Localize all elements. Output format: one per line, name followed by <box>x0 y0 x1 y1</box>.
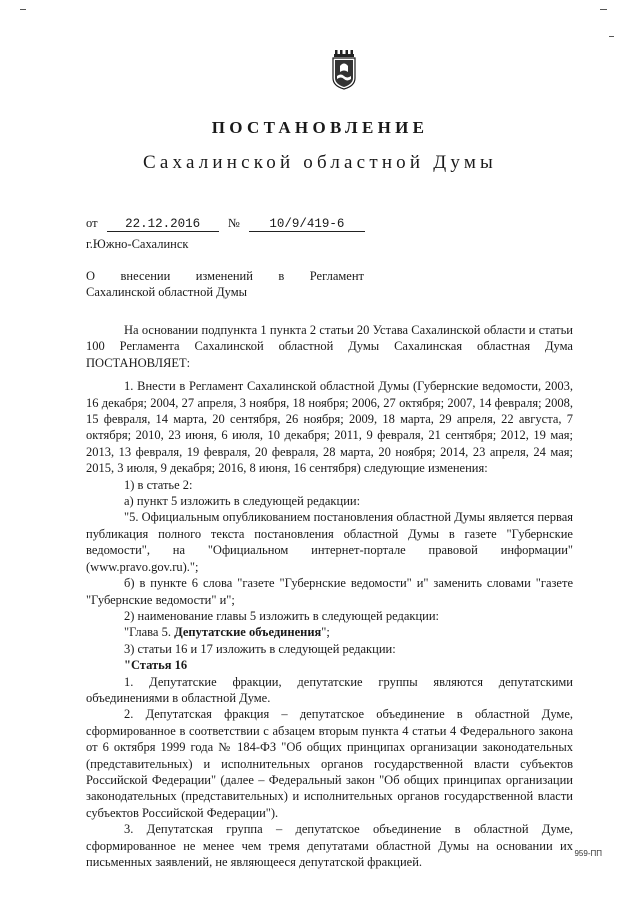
preamble-paragraph: На основании подпункта 1 пункта 2 статьи 20 Устава Сахалинской области и статьи 100 Регламента Сахалинской областной Думы Сахалинская областная Дума ПОСТАНОВЛЯЕТ: <box>86 323 573 370</box>
footer-code: 959-ПП <box>574 849 602 858</box>
article-16-heading-text: "Статья 16 <box>124 658 188 673</box>
amendment-item-articles-16-17: 3) статьи 16 и 17 изложить в следующей редакции: <box>124 641 396 656</box>
document-body <box>86 322 573 870</box>
amendment-quote-point-5: "5. Официальным опубликованием постановления областной Думы является первая публикация полного текста постановления областной Думы в газете "Губернские ведомости", на "Официальном интернет-портале правовой информации" (www.pravo.gov.ru)."; <box>86 510 573 574</box>
date-number-row <box>86 216 365 232</box>
amendment-item-chapter-5: 2) наименование главы 5 изложить в следующей редакции: <box>124 608 439 623</box>
article-16-heading <box>86 657 573 673</box>
article-16-point-2: 2. Депутатская фракция – депутатское объединение в областной Думе, сформированное в соответствии с абзацем вторым пункта 4 статьи 4 Федерального закона от 6 октября 1999 года № 184-ФЗ "Об общих принципах организации законодательных (представительных) и исполнительных органов государственной власти субъектов Российской Федерации" (далее – Федеральный закон "Об общих принципах организации законодательных (представительных) и исполнительных органов государственной власти субъектов Российской Федерации"). <box>86 707 573 820</box>
article-16-point-3: 3. Депутатская группа – депутатское объединение в областной Думе, сформированное не менее чем тремя депутатами областной Думы на основании их письменных заявлений, не являющееся депутатской фракцией. <box>86 822 573 869</box>
article-16-point-1: 1. Депутатские фракции, депутатские группы являются депутатскими объединениями в областной Думе. <box>86 674 573 705</box>
document-number: 10/9/419-6 <box>249 217 365 232</box>
amendment-subitem-b: б) в пункте 6 слова "газете "Губернские ведомости" и" заменить словами "газете "Губернские ведомости" и"; <box>86 576 573 607</box>
scan-mark-top-left <box>20 9 26 10</box>
date-prefix: от <box>86 216 98 230</box>
subject-line-1: О внесении изменений в Регламент <box>86 269 364 283</box>
document-title: ПОСТАНОВЛЕНИЕ <box>211 118 429 137</box>
number-prefix: № <box>227 216 240 230</box>
document-issuer: Сахалинской областной Думы <box>142 152 498 173</box>
city-name: г.Южно-Сахалинск <box>86 237 189 251</box>
amendment-paragraph-1: 1. Внести в Регламент Сахалинской областной Думы (Губернские ведомости, 2003, 16 декабря; 2004, 27 апреля, 3 ноября, 18 ноября; 2006, 27 октября; 2007, 14 февраля; 2008, 15 февраля, 14 марта, 20 сентября, 26 ноября; 2009, 18 марта, 29 апреля, 22 августа, 7 октября; 2010, 23 июня, 6 июля, 10 декабря; 2011, 9 февраля, 21 сентября; 2012, 19 мая; 2013, 13 февраля, 19 февраля, 20 февраля, 28 марта, 20 ноября; 2014, 23 апреля, 24 мая; 2015, 3 июля, 9 декабря; 2016, 8 июня, 16 сентября) следующие изменения: <box>86 379 573 476</box>
amendment-subitem-a: а) пункт 5 изложить в следующей редакции: <box>124 494 361 509</box>
document-subject <box>86 268 364 300</box>
amendment-item-article-2: 1) в статье 2: <box>124 477 193 492</box>
chapter-5-suffix: "; <box>321 625 330 640</box>
coat-of-arms-emblem <box>332 50 356 90</box>
chapter-5-name: Депутатские объединения <box>174 625 322 640</box>
chapter-5-prefix: "Глава 5. <box>124 625 175 640</box>
document-date: 22.12.2016 <box>107 217 219 232</box>
scan-mark-top-right <box>600 9 607 10</box>
chapter-5-title-line <box>86 624 573 640</box>
subject-line-2: Сахалинской областной Думы <box>86 285 248 299</box>
scan-mark-right <box>609 36 614 37</box>
